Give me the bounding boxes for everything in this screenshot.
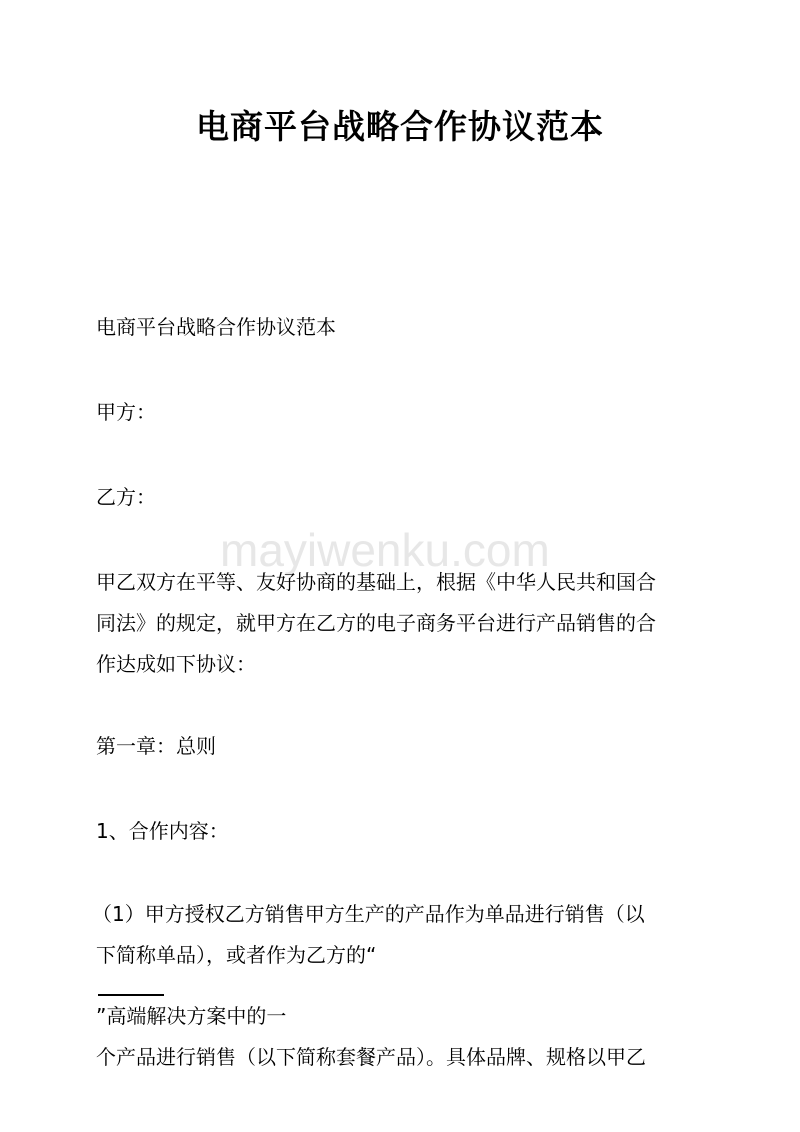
- document-subtitle: 电商平台战略合作协议范本: [96, 315, 336, 339]
- clause-line-2-end: ”高端解决方案中的一: [96, 1004, 287, 1028]
- party-b-label: 乙方：: [96, 485, 156, 509]
- clause-line-1: （1）甲方授权乙方销售甲方生产的产品作为单品进行销售（以: [92, 902, 645, 926]
- clause-line-2: [92, 935, 704, 1037]
- document-title: 电商平台战略合作协议范本: [196, 107, 604, 146]
- preamble-line-2: 同法》的规定，就甲方在乙方的电子商务平台进行产品销售的合: [96, 611, 656, 635]
- clause-line-2-start: 下简称单品），或者作为乙方的“: [96, 943, 377, 967]
- section-heading: 1、合作内容：: [96, 819, 229, 843]
- preamble-line-3: 作达成如下协议：: [96, 652, 256, 676]
- preamble-line-1: 甲乙双方在平等、友好协商的基础上，根据《中华人民共和国合: [96, 570, 656, 594]
- party-a-label: 甲方：: [96, 400, 156, 424]
- chapter-heading: 第一章：总则: [96, 734, 216, 758]
- watermark: mayiwenku.com: [220, 524, 550, 576]
- clause-line-3: 个产品进行销售（以下简称套餐产品）。具体品牌、规格以甲乙: [96, 1045, 646, 1069]
- preamble-paragraph: [96, 562, 708, 685]
- clause-paragraph: [92, 894, 704, 1078]
- fill-in-blank: [98, 976, 164, 996]
